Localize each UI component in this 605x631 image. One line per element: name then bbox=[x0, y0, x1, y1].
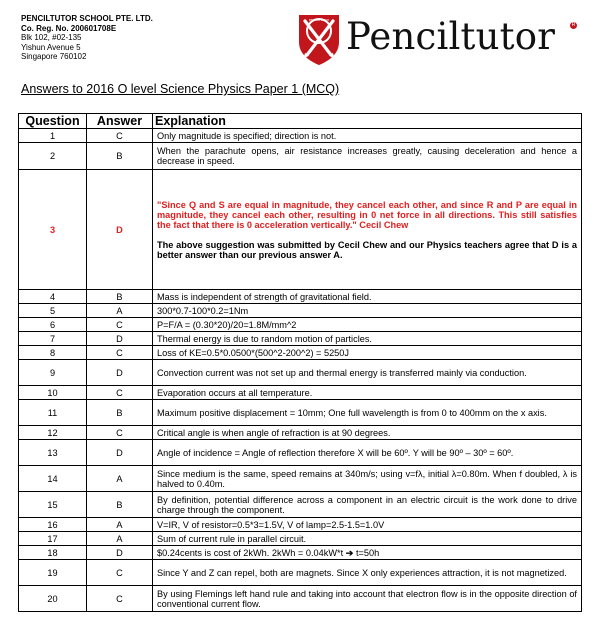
table-row bbox=[19, 170, 582, 290]
answer-letter: A bbox=[87, 466, 153, 492]
answer-letter: A bbox=[87, 518, 153, 532]
table-row bbox=[19, 400, 582, 426]
explanation bbox=[153, 546, 582, 560]
answer-letter: C bbox=[87, 129, 153, 143]
explanation: Since Y and Z can repel, both are magnets. Since X only experiences attraction, it is not magnetized. bbox=[153, 560, 582, 586]
explanation: When the parachute opens, air resistance increases greatly, causing deceleration and hence a decrease in speed. bbox=[153, 143, 582, 170]
penciltutor-logo bbox=[296, 12, 586, 66]
answer-letter: D bbox=[87, 360, 153, 386]
table-row bbox=[19, 440, 582, 466]
question-number: 16 bbox=[19, 518, 87, 532]
answer-letter: A bbox=[87, 532, 153, 546]
svg-text:PENCILTUTOR: PENCILTUTOR bbox=[308, 18, 330, 22]
answer-letter: C bbox=[87, 346, 153, 360]
header-explanation: Explanation bbox=[153, 114, 582, 129]
explanation: Loss of KE=0.5*0.0500*(500^2-200^2) = 5250J bbox=[153, 346, 582, 360]
table-row bbox=[19, 518, 582, 532]
answer-letter: D bbox=[87, 546, 153, 560]
answer-letter: D bbox=[87, 332, 153, 346]
answer-letter: C bbox=[87, 426, 153, 440]
explanation: P=F/A = (0.30*20)/20=1.8M/mm^2 bbox=[153, 318, 582, 332]
answer-letter: B bbox=[87, 492, 153, 518]
table-row bbox=[19, 304, 582, 318]
document-title: Answers to 2016 O level Science Physics Paper 1 (MCQ) bbox=[21, 82, 340, 96]
answer-letter: C bbox=[87, 318, 153, 332]
question-number: 19 bbox=[19, 560, 87, 586]
question-number: 6 bbox=[19, 318, 87, 332]
company-name: PENCILTUTOR SCHOOL PTE. LTD. bbox=[21, 14, 153, 23]
answer-letter: C bbox=[87, 586, 153, 612]
question-number: 18 bbox=[19, 546, 87, 560]
logo-wordmark: Penciltutor bbox=[346, 15, 556, 58]
question-number: 12 bbox=[19, 426, 87, 440]
explanation: Mass is independent of strength of gravitational field. bbox=[153, 290, 582, 304]
header-answer: Answer bbox=[87, 114, 153, 129]
table-row bbox=[19, 560, 582, 586]
table-row bbox=[19, 546, 582, 560]
arrow-icon: ➔ bbox=[345, 547, 354, 558]
table-header-row bbox=[19, 114, 582, 129]
explanation: Critical angle is when angle of refraction is at 90 degrees. bbox=[153, 426, 582, 440]
question-number: 4 bbox=[19, 290, 87, 304]
explanation: Angle of incidence = Angle of reflection therefore X will be 60º. Y will be 90º – 30º = 60º. bbox=[153, 440, 582, 466]
answer-letter: A bbox=[87, 304, 153, 318]
explanation: Maximum positive displacement = 10mm; One full wavelength is from 0 to 400mm on the x axis. bbox=[153, 400, 582, 426]
answer-letter: D bbox=[87, 440, 153, 466]
header-question: Question bbox=[19, 114, 87, 129]
explanation: Thermal energy is due to random motion of particles. bbox=[153, 332, 582, 346]
registered-mark: R bbox=[571, 22, 576, 28]
table-row bbox=[19, 360, 582, 386]
question-number: 15 bbox=[19, 492, 87, 518]
explanation: By using Flemings left hand rule and taking into account that electron flow is in the opposite direction of conventional current flow. bbox=[153, 586, 582, 612]
table-row bbox=[19, 143, 582, 170]
question-number: 5 bbox=[19, 304, 87, 318]
table-row bbox=[19, 586, 582, 612]
explanation: Since medium is the same, speed remains at 340m/s; using v=fλ, initial λ=0.80m. When f doubled, λ is halved to 0.40m. bbox=[153, 466, 582, 492]
answer-letter: C bbox=[87, 560, 153, 586]
answers-table bbox=[18, 113, 582, 612]
table-row bbox=[19, 129, 582, 143]
question-number: 20 bbox=[19, 586, 87, 612]
table-row bbox=[19, 532, 582, 546]
answer-letter: B bbox=[87, 143, 153, 170]
question-number: 11 bbox=[19, 400, 87, 426]
table-row bbox=[19, 318, 582, 332]
company-reg: Co. Reg. No. 200601708E bbox=[21, 23, 117, 33]
question-number: 1 bbox=[19, 129, 87, 143]
explanation: Evaporation occurs at all temperature. bbox=[153, 386, 582, 400]
table-row bbox=[19, 466, 582, 492]
crest-icon bbox=[296, 12, 342, 66]
explanation: 300*0.7-100*0.2=1Nm bbox=[153, 304, 582, 318]
table-row bbox=[19, 332, 582, 346]
explanation: By definition, potential difference across a component in an electric circuit is the work done to drive charge through the component. bbox=[153, 492, 582, 518]
explanation-text: $0.24cents is cost of 2kWh. 2kWh = 0.04kW*t bbox=[157, 547, 344, 558]
table-row bbox=[19, 290, 582, 304]
table-row bbox=[19, 426, 582, 440]
question-number: 2 bbox=[19, 143, 87, 170]
company-info bbox=[21, 14, 153, 62]
question-number: 13 bbox=[19, 440, 87, 466]
answer-letter: B bbox=[87, 290, 153, 304]
table-row bbox=[19, 346, 582, 360]
suggestion-note: The above suggestion was submitted by Cecil Chew and our Physics teachers agree that D is a better answer than our previous answer A. bbox=[157, 239, 577, 260]
answer-letter: D bbox=[87, 170, 153, 290]
question-number: 14 bbox=[19, 466, 87, 492]
question-number: 7 bbox=[19, 332, 87, 346]
explanation-result: t=50h bbox=[355, 547, 380, 558]
question-number: 9 bbox=[19, 360, 87, 386]
explanation: Only magnitude is specified; direction is not. bbox=[153, 129, 582, 143]
question-number: 17 bbox=[19, 532, 87, 546]
question-number: 10 bbox=[19, 386, 87, 400]
table-row bbox=[19, 492, 582, 518]
question-number: 8 bbox=[19, 346, 87, 360]
question-number: 3 bbox=[19, 170, 87, 290]
table-row bbox=[19, 386, 582, 400]
answer-letter: B bbox=[87, 400, 153, 426]
explanation: Sum of current rule in parallel circuit. bbox=[153, 532, 582, 546]
explanation: Convection current was not set up and thermal energy is transferred mainly via conduction. bbox=[153, 360, 582, 386]
explanation: V=IR, V of resistor=0.5*3=1.5V, V of lamp=2.5-1.5=1.0V bbox=[153, 518, 582, 532]
address-line: Singapore 760102 bbox=[21, 52, 87, 62]
explanation bbox=[153, 170, 582, 290]
answer-letter: C bbox=[87, 386, 153, 400]
suggestion-quote: "Since Q and S are equal in magnitude, they cancel each other, and since R and P are equal in magnitude, they cancel each other, resulting in 0 net force in all directions. This still satisfies the fact that there is 0 acceleration vertically." Cecil Chew bbox=[157, 199, 577, 230]
address-line: Yishun Avenue 5 bbox=[21, 42, 81, 52]
address-line: Blk 102, #02-135 bbox=[21, 33, 82, 43]
